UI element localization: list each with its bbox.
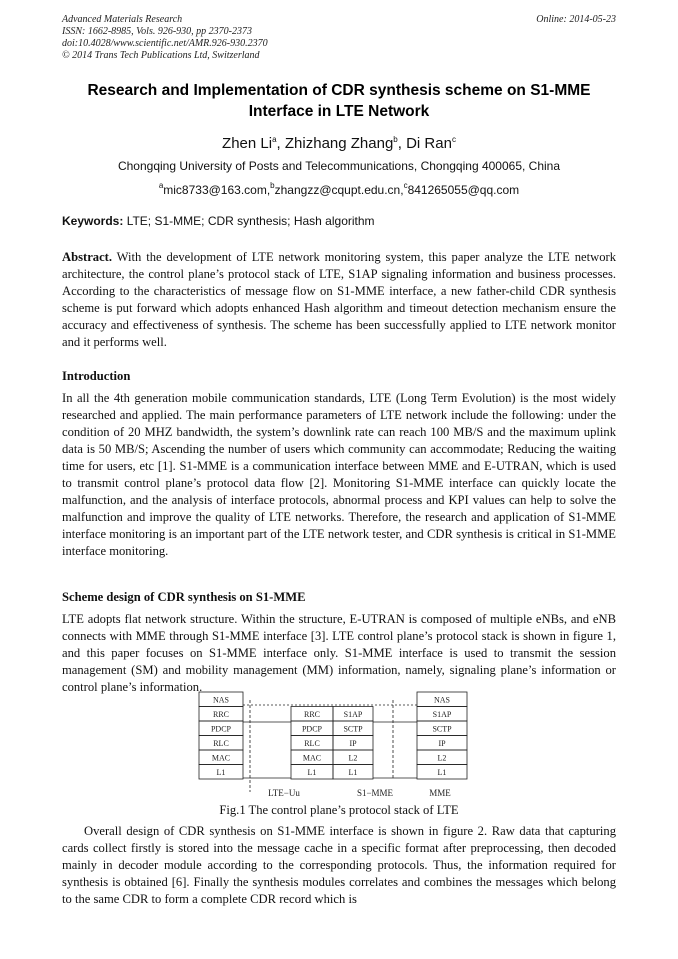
abstract-text: With the development of LTE network monitoring system, this paper analyze the LTE network architecture, the control plane’s protocol stack of LTE, S1AP signaling information and business processes. According to the characteristics of message flow on S1-MME interface, a new father-child CDR synthesis scheme is put forward which adopts enhanced Hash algorithm and timeout detection mechanism ensure the accuracy and effectiveness of synthesis. The scheme has been successfully applied to LTE network monitor and it performs well. — [62, 250, 616, 349]
paper-title — [62, 80, 616, 122]
lte-uu-label: LTE−Uu — [268, 788, 300, 798]
mme-stack-cell — [417, 750, 467, 765]
ue-stack-layer-label: MAC — [211, 753, 231, 763]
author-sup: c — [451, 135, 456, 144]
intro-paragraph: In all the 4th generation mobile communication standards, LTE (Long Term Evolution) is the most widely researched and applied. The main performance parameters of LTE network include the following: under the condition of 20 MHZ bandwidth, the system’s downlink rate can reach 100 MB/S and the maximum uplink data is 50 MB/S; Ascending the number of users which community can accommodate; Reducing the waiting time for users, etc [1]. S1-MME is a communication interface between MME and E-UTRAN, which is used to transmit control plane’s protocol data flow [2]. Monitoring S1-MME interface can quickly locate the malfunction, and the analysis of interface protocols, abnormal process and KPI values can help to solve the malfunction and improve the quality of LTE networks. Therefore, the research and application of S1-MME interface monitoring is an important part of the LTE network tester, and CDR synthesis is critical in S1-MME interface monitoring. — [62, 391, 616, 558]
ue-stack-layer-label: L1 — [216, 767, 226, 777]
copyright-line: © 2014 Trans Tech Publications Ltd, Switzerland — [62, 50, 260, 61]
mme-stack-layer-label: IP — [438, 738, 446, 748]
enb-s1-stack-cell — [333, 750, 373, 765]
keywords-label: Keywords: — [62, 214, 124, 228]
email-address: 841265055@qq.com — [407, 183, 520, 197]
enb-radio-stack-layer-label: RLC — [304, 738, 320, 748]
author-list: Zhen Li$^a$, Zhizhang Zhang$^b$, Di Ran$^c$ — [222, 135, 456, 152]
email-sup: a — [158, 181, 164, 190]
ue-stack-layer-label: RRC — [212, 709, 230, 719]
enb-radio-stack-layer-label: RRC — [303, 709, 321, 719]
email-address: mic8733@163.com, — [163, 183, 271, 197]
mme-stack-layer-label: SCTP — [432, 724, 452, 734]
doi-line: doi:10.4028/www.scientific.net/AMR.926-930.2370 — [62, 38, 268, 49]
title-line-1: Research and Implementation of CDR synthesis scheme on S1-MME — [87, 82, 591, 99]
mme-label: MME — [429, 788, 451, 798]
keywords — [62, 213, 616, 229]
mme-stack-cell — [417, 707, 467, 722]
ue-stack-cell — [199, 736, 243, 751]
ue-stack-cell — [199, 765, 243, 780]
enb-s1-stack-layer-label: L2 — [348, 753, 358, 763]
enb-s1-stack-cell — [333, 707, 373, 722]
overall-paragraph: Overall design of CDR synthesis on S1-MME interface is shown in figure 2. Raw data that capturing cards collect firstly is stored into the message cache in a specific format after preprocessing, then decoded mainly in decoder module according to the corresponding protocols. Thus, the information required for synthesis is obtained [6]. Finally the synthesis modules correlates and combines the messages which belong to the same CDR to form a complete CDR record which is — [62, 824, 616, 906]
mme-stack-cell — [417, 736, 467, 751]
email-sup: c — [403, 181, 408, 190]
enb-radio-stack-cell — [291, 707, 333, 722]
mme-stack-cell — [417, 721, 467, 736]
scheme-heading: Scheme design of CDR synthesis on S1-MME — [62, 590, 306, 604]
abstract-paragraph — [62, 249, 616, 351]
ue-stack-cell — [199, 707, 243, 722]
intro-heading: Introduction — [62, 369, 131, 383]
mme-stack-layer-label: L2 — [437, 753, 447, 763]
enb-radio-stack-cell — [291, 736, 333, 751]
author-sup: b — [393, 135, 398, 144]
mme-stack-layer-label: NAS — [433, 695, 451, 705]
email-sup: b — [270, 181, 275, 190]
enb-radio-stack-layer-label: MAC — [302, 753, 322, 763]
ue-stack-cell — [199, 721, 243, 736]
abstract-label: Abstract. — [62, 250, 113, 264]
journal-header — [62, 14, 616, 62]
enb-radio-stack-cell — [291, 721, 333, 736]
author-name: Di Ran — [406, 135, 452, 152]
enb-s1-stack-cell — [333, 765, 373, 780]
email-list — [62, 178, 616, 198]
figure-caption: Fig.1 The control plane’s protocol stack of LTE — [219, 803, 459, 817]
s1-mme-label: S1−MME — [356, 788, 394, 798]
enb-s1-stack-layer-label: SCTP — [343, 724, 363, 734]
enb-s1-stack-layer-label: IP — [349, 738, 357, 748]
enb-radio-stack-layer-label: PDCP — [301, 724, 323, 734]
ue-stack-cell — [199, 750, 243, 765]
enb-radio-stack-layer-label: L1 — [307, 767, 317, 777]
title-line-2: Interface in LTE Network — [248, 103, 430, 120]
enb-radio-stack-cell — [291, 750, 333, 765]
author-name: Zhizhang Zhang — [284, 135, 394, 152]
journal-name: Advanced Materials Research — [62, 14, 183, 25]
scheme-paragraph: LTE adopts flat network structure. Within the structure, E-UTRAN is composed of multiple eNBs, and eNB connects with MME through S1-MME interface [3]. LTE control plane’s protocol stack is shown in figure 1, and this paper focuses on S1-MME interface only. S1-MME interface is used to transmit the session management (SM) and mobility management (MM) information, namely, signaling plane’s information or control plane’s information. — [62, 612, 616, 694]
issn-line: ISSN: 1662-8985, Vols. 926-930, pp 2370-2373 — [62, 26, 252, 37]
online-date: Online: 2014-05-23 — [536, 14, 616, 25]
enb-s1-stack-layer-label: L1 — [348, 767, 358, 777]
keywords-text: LTE; S1-MME; CDR synthesis; Hash algorithm — [123, 214, 375, 228]
enb-s1-stack-cell — [333, 736, 373, 751]
mme-stack-cell — [417, 765, 467, 780]
mme-stack-layer-label: L1 — [437, 767, 447, 777]
email-address: zhangzz@cqupt.edu.cn, — [274, 183, 404, 197]
mme-stack-layer-label: S1AP — [432, 709, 452, 719]
enb-s1-stack-layer-label: S1AP — [343, 709, 363, 719]
ue-stack-layer-label: NAS — [212, 695, 230, 705]
ue-stack-layer-label: PDCP — [210, 724, 232, 734]
affiliation: Chongqing University of Posts and Telecommunications, Chongqing 400065, China — [117, 159, 561, 173]
enb-radio-stack-cell — [291, 765, 333, 780]
author-name: Zhen Li — [222, 135, 273, 152]
author-sup: a — [272, 135, 277, 144]
enb-s1-stack-cell — [333, 721, 373, 736]
ue-stack-layer-label: RLC — [213, 738, 229, 748]
